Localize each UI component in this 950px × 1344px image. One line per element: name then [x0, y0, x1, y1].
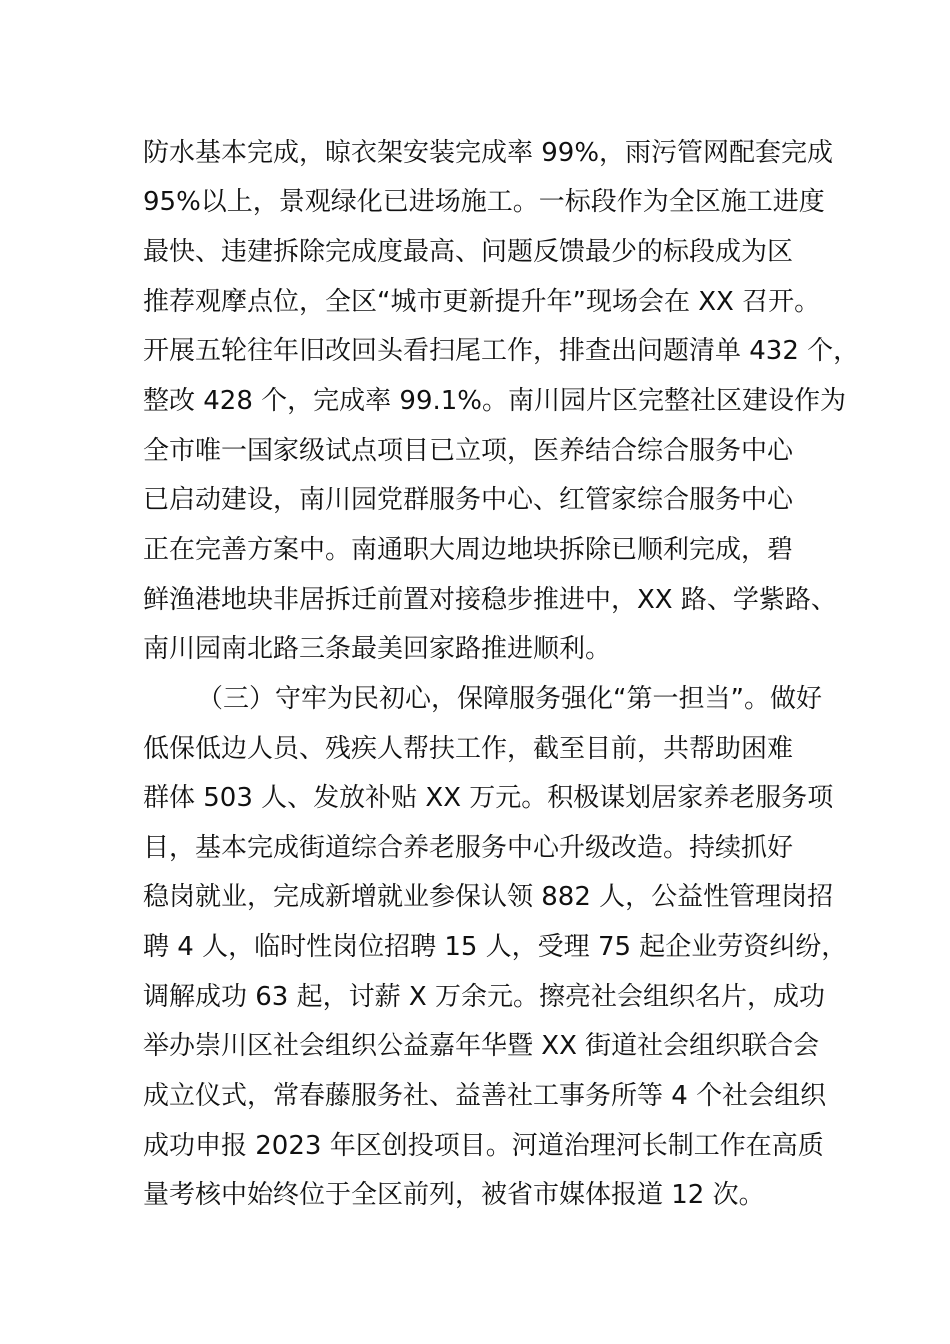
text-line: 成立仪式，常春藤服务社、益善社工事务所等 4 个社会组织: [143, 1081, 827, 1111]
text-line: 聘 4 人，临时性岗位招聘 15 人，受理 75 起企业劳资纠纷，: [143, 932, 848, 962]
section-heading-line: （三）守牢为民初心，保障服务强化“第一担当”。做好: [197, 684, 822, 714]
text-line: 最快、违建拆除完成度最高、问题反馈最少的标段成为区: [143, 237, 794, 267]
text-line: 调解成功 63 起，讨薪 X 万余元。擦亮社会组织名片，成功: [143, 982, 825, 1012]
text-line: 全市唯一国家级试点项目已立项，医养结合综合服务中心: [143, 436, 794, 466]
text-line: 稳岗就业，完成新增就业参保认领 882 人，公益性管理岗招: [143, 882, 834, 912]
text-line: 低保低边人员、残疾人帮扶工作，截至目前，共帮助困难: [143, 734, 794, 764]
text-line: 南川园南北路三条最美回家路推进顺利。: [143, 634, 612, 664]
text-line: 量考核中始终位于全区前列，被省市媒体报道 12 次。: [143, 1180, 765, 1210]
text-line: 举办崇川区社会组织公益嘉年华暨 XX 街道社会组织联合会: [143, 1031, 820, 1061]
text-line: 目，基本完成街道综合养老服务中心升级改造。持续抓好: [143, 833, 794, 863]
text-line: 95%以上，景观绿化已进场施工。一标段作为全区施工进度: [143, 187, 825, 217]
text-line: 成功申报 2023 年区创投项目。河道治理河长制工作在高质: [143, 1131, 824, 1161]
text-line: 整改 428 个，完成率 99.1%。南川园片区完整社区建设作为: [143, 386, 847, 416]
text-line: 推荐观摩点位，全区“城市更新提升年”现场会在 XX 召开。: [143, 287, 821, 317]
text-line: 群体 503 人、发放补贴 XX 万元。积极谋划居家养老服务项: [143, 783, 834, 813]
text-line: 正在完善方案中。南通职大周边地块拆除已顺利完成，碧: [143, 535, 794, 565]
text-line: 已启动建设，南川园党群服务中心、红管家综合服务中心: [143, 485, 794, 515]
text-line: 开展五轮往年旧改回头看扫尾工作，排查出问题清单 432 个，: [143, 336, 860, 366]
text-line: 防水基本完成，晾衣架安装完成率 99%，雨污管网配套完成: [143, 138, 834, 168]
text-line: 鲜渔港地块非居拆迁前置对接稳步推进中，XX 路、学紫路、: [143, 585, 837, 615]
